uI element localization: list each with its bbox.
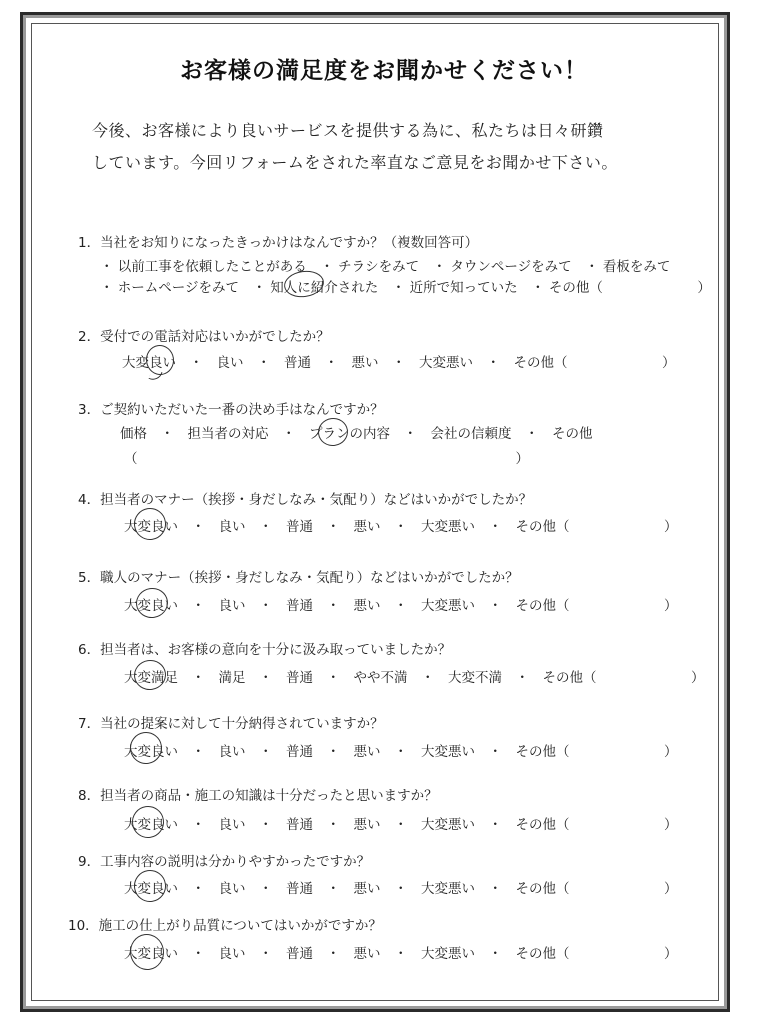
- question-2: 2．受付での電話対応はいかがでしたか？: [78, 329, 330, 345]
- question-2-options[interactable]: 大変良い ・ 良い ・ 普通 ・ 悪い ・ 大変悪い ・ その他（ ）: [122, 355, 676, 371]
- question-9: 9．工事内容の説明は分かりやすかったですか？: [78, 854, 371, 870]
- question-7: 7．当社の提案に対して十分納得されていますか？: [78, 716, 384, 732]
- question-1-options-line-2[interactable]: ・ ホームページをみて ・ 知人に紹介された ・ 近所で知っていた ・ その他（ ）: [100, 280, 711, 296]
- question-6: 6．担当者は、お客様の意向を十分に汲み取っていましたか？: [78, 642, 452, 658]
- question-8: 8．担当者の商品・施工の知識は十分だったと思いますか？: [78, 788, 438, 804]
- question-4: 4．担当者のマナー（挨拶・身だしなみ・気配り）などはいかがでしたか？: [78, 492, 533, 508]
- intro-line-1: 今後、お客様により良いサービスを提供する為に、私たちは日々研鑽: [92, 121, 604, 140]
- question-10-options[interactable]: 大変良い ・ 良い ・ 普通 ・ 悪い ・ 大変悪い ・ その他（ ）: [124, 946, 678, 962]
- question-5: 5．職人のマナー（挨拶・身だしなみ・気配り）などはいかがでしたか？: [78, 570, 519, 586]
- question-8-options[interactable]: 大変良い ・ 良い ・ 普通 ・ 悪い ・ 大変悪い ・ その他（ ）: [124, 817, 678, 833]
- question-3-options-line-1[interactable]: 価格 ・ 担当者の対応 ・ プランの内容 ・ 会社の信頼度 ・ その他: [120, 426, 593, 442]
- question-7-options[interactable]: 大変良い ・ 良い ・ 普通 ・ 悪い ・ 大変悪い ・ その他（ ）: [124, 744, 678, 760]
- form-title: お客様の満足度をお聞かせください！: [180, 58, 588, 84]
- question-10: 10．施工の仕上がり品質についてはいかがですか？: [68, 918, 382, 934]
- question-5-options[interactable]: 大変良い ・ 良い ・ 普通 ・ 悪い ・ 大変悪い ・ その他（ ）: [124, 598, 678, 614]
- question-3-options-line-2[interactable]: （ ）: [124, 451, 529, 467]
- question-3: 3．ご契約いただいた一番の決め手はなんですか？: [78, 402, 384, 418]
- question-1-options-line-1[interactable]: ・ 以前工事を依頼したことがある ・ チラシをみて ・ タウンページをみて ・ 看板をみて: [100, 259, 671, 275]
- question-9-options[interactable]: 大変良い ・ 良い ・ 普通 ・ 悪い ・ 大変悪い ・ その他（ ）: [124, 881, 678, 897]
- question-6-options[interactable]: 大変満足 ・ 満足 ・ 普通 ・ やや不満 ・ 大変不満 ・ その他（ ）: [124, 670, 705, 686]
- intro-line-2: しています。今回リフォームをされた率直なご意見をお聞かせ下さい。: [92, 153, 618, 172]
- question-4-options[interactable]: 大変良い ・ 良い ・ 普通 ・ 悪い ・ 大変悪い ・ その他（ ）: [124, 519, 678, 535]
- question-1: 1．当社をお知りになったきっかけはなんですか？（複数回答可）: [78, 235, 479, 251]
